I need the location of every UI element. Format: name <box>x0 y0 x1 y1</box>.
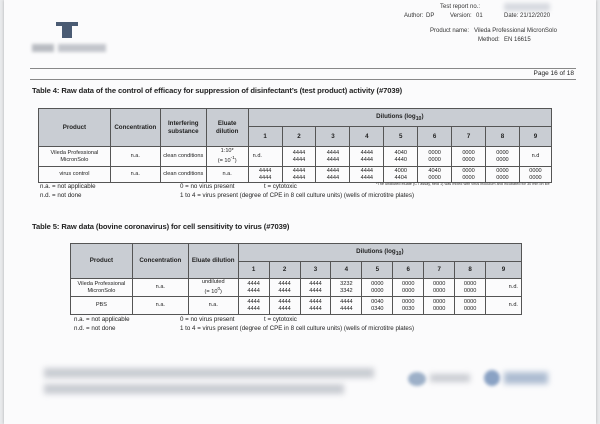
table4-legend-cytotoxic: t = cytotoxic <box>264 183 297 190</box>
table4-row1-cell: 0000 0000 <box>486 147 520 167</box>
report-page <box>4 0 596 424</box>
logo-mark-icon <box>62 22 72 38</box>
table5-row2-concentration: n.a. <box>132 297 188 315</box>
method-value: EN 16615 <box>504 37 531 43</box>
table5-col-8: 8 <box>455 262 486 279</box>
table4-col-6: 6 <box>418 127 452 147</box>
table5-row2-cell: 0040 0340 <box>362 297 393 315</box>
table5-row2-cell: 4444 4444 <box>238 297 269 315</box>
table5-col-3: 3 <box>300 262 331 279</box>
table4-row2-cell: 4040 0000 <box>418 167 452 183</box>
table5-col-7: 7 <box>424 262 455 279</box>
table4-row2-cell: 4000 4404 <box>384 167 418 183</box>
table5-col-4: 4 <box>331 262 362 279</box>
table-row <box>39 167 552 183</box>
product-label: Product name: <box>430 28 470 34</box>
table5-header-dilutions: Dilutions $(\log_{10})$ <box>238 244 521 262</box>
table4-col-3: 3 <box>316 127 350 147</box>
table4-row2-product: virus control <box>39 167 111 183</box>
table4-row1-cell: 0000 0000 <box>418 147 452 167</box>
table5-row2-product: PBS <box>71 297 133 315</box>
table4-col-8: 8 <box>486 127 520 147</box>
table4-title: Table 4: Raw data of the control of efficacy for suppression of disinfectant’s (test product) activity (#7039) <box>32 86 403 95</box>
table5-legend-cytotoxic: t = cytotoxic <box>264 316 297 323</box>
table5-row1-cell: 4444 4444 <box>300 279 331 297</box>
table5-col-2: 2 <box>269 262 300 279</box>
table5-row1-cell: 4444 4444 <box>238 279 269 297</box>
table4-row1-product: Vileda Professional MicronSolo <box>39 147 111 167</box>
table5-row1-cell: 3232 3342 <box>331 279 362 297</box>
table5-row2-eluate: n.a. <box>188 297 238 315</box>
header-divider <box>30 68 576 69</box>
table4-col-1: 1 <box>248 127 282 147</box>
test-report-label: Test report no.: <box>440 4 481 10</box>
table5-header-concentration: Concentration <box>132 244 188 279</box>
table5-row2-cell: 4444 4444 <box>269 297 300 315</box>
table4-row2-cell: 0000 0000 <box>452 167 486 183</box>
table5-row1-eluate: undiluted (= $10^0$) <box>188 279 238 297</box>
accreditation-logo-icon <box>484 370 500 386</box>
table4-row1-cell: n.d. <box>248 147 282 167</box>
table4-row1-interfering: clean conditions <box>160 147 206 167</box>
table5 <box>70 243 522 315</box>
page-number: Page 16 of 18 <box>533 70 574 77</box>
table5-row2-cell: 0000 0000 <box>455 297 486 315</box>
table-row <box>39 147 552 167</box>
table4-legend-nd: n.d. = not done <box>40 192 82 199</box>
redacted-footer-line2 <box>44 384 344 394</box>
table4-row2-cell: 0000 0000 <box>486 167 520 183</box>
redacted-report-number <box>504 3 550 11</box>
table4-col-5: 5 <box>384 127 418 147</box>
redacted-footer-logo-text <box>430 374 470 382</box>
table4-header-eluate: Eluate dilution <box>206 109 248 147</box>
table5-row2-cell: 4444 4444 <box>300 297 331 315</box>
table4-row1-cell: 4444 4444 <box>350 147 384 167</box>
table5-row2-cell: 0000 0030 <box>393 297 424 315</box>
table5-row1-cell: n.d. <box>486 279 522 297</box>
table4-row1-cell: n.d <box>519 147 551 167</box>
table5-row2-cell: n.d. <box>486 297 522 315</box>
table5-col-1: 1 <box>238 262 269 279</box>
table5-title: Table 5: Raw data (bovine coronavirus) for cell sensitivity to virus (#7039) <box>32 222 290 231</box>
table5-row1-cell: 0000 0000 <box>455 279 486 297</box>
table5-row1-cell: 0000 0000 <box>362 279 393 297</box>
table5-row2-cell: 4444 4444 <box>331 297 362 315</box>
version-label: Version: <box>450 13 472 19</box>
table5-col-6: 6 <box>393 262 424 279</box>
table5-row1-cell: 0000 0000 <box>424 279 455 297</box>
date-label: Date: <box>504 13 519 19</box>
table4-row1-eluate: 1:10* (= $10^{-1}$) <box>206 147 248 167</box>
table4-header-interfering: Interfering substance <box>160 109 206 147</box>
table4-row1-cell: 4444 4444 <box>282 147 316 167</box>
table5-legend-nd: n.d. = not done <box>74 325 116 332</box>
table5-col-9: 9 <box>486 262 522 279</box>
method-label: Method: <box>478 37 500 43</box>
table5-legend-zero: 0 = no virus present <box>180 316 235 323</box>
table4-col-2: 2 <box>282 127 316 147</box>
table4-row2-cell: 4444 4444 <box>248 167 282 183</box>
table4-row2-cell: 4444 4444 <box>316 167 350 183</box>
table4-row2-cell: 4444 4444 <box>350 167 384 183</box>
table5-row1-cell: 0000 0000 <box>393 279 424 297</box>
table5-row1-product: Vileda Professional MicronSolo <box>71 279 133 297</box>
table4-legend-onefour: 1 to 4 = virus present (degree of CPE in 8 cell culture units) (wells of microtitre plates) <box>180 192 415 199</box>
table4-row1-cell: 0000 0000 <box>452 147 486 167</box>
table-row <box>71 279 522 297</box>
table4-row1-cell: 4040 4440 <box>384 147 418 167</box>
table-row <box>71 297 522 315</box>
table4-header-dilutions: Dilutions $(\log_{10})$ <box>248 109 551 127</box>
table5-col-5: 5 <box>362 262 393 279</box>
table4-row2-cell: 0000 0000 <box>519 167 551 183</box>
table4-row2-cell: 4444 4444 <box>282 167 316 183</box>
table4-footnote: *The undiluted eluate (CT assay, field 1) was mixed with virus inoculum and incubated for 30 min on ice <box>376 182 550 186</box>
table4-row2-concentration: n.a. <box>110 167 160 183</box>
table5-row2-cell: 0000 0000 <box>424 297 455 315</box>
table4-legend-zero: 0 = no virus present <box>180 183 235 190</box>
table4-col-7: 7 <box>452 127 486 147</box>
header-divider-bottom <box>30 79 576 80</box>
table4-col-4: 4 <box>350 127 384 147</box>
table4-row1-cell: 4444 4444 <box>316 147 350 167</box>
lab-logo <box>32 22 108 58</box>
table5-header-eluate: Eluate dilution <box>188 244 238 279</box>
table4-row1-concentration: n.a. <box>110 147 160 167</box>
table5-legend-onefour: 1 to 4 = virus present (degree of CPE in 8 cell culture units) (wells of microtitre plates) <box>180 325 415 332</box>
table5-row1-concentration: n.a. <box>132 279 188 297</box>
footer-logo-icon <box>408 372 426 386</box>
author-label: Author: <box>404 13 424 19</box>
product-value: Vileda Professional MicronSolo <box>474 28 557 34</box>
table5-legend-na: n.a. = not applicable <box>74 316 130 323</box>
table5-row1-cell: 4444 4444 <box>269 279 300 297</box>
redacted-footer-line1 <box>44 368 374 378</box>
date-value: 21/12/2020 <box>520 13 551 19</box>
redacted-accreditation-text <box>504 372 548 384</box>
version-value: 01 <box>476 13 483 19</box>
table4-legend-na: n.a. = not applicable <box>40 183 96 190</box>
table5-header-product: Product <box>71 244 133 279</box>
table4-col-9: 9 <box>519 127 551 147</box>
table4-header-product: Product <box>39 109 111 147</box>
table4-header-concentration: Concentration <box>110 109 160 147</box>
table4 <box>38 108 552 183</box>
table4-row2-interfering: clean conditions <box>160 167 206 183</box>
author-value: DP <box>426 13 435 19</box>
table4-row2-eluate: n.a. <box>206 167 248 183</box>
